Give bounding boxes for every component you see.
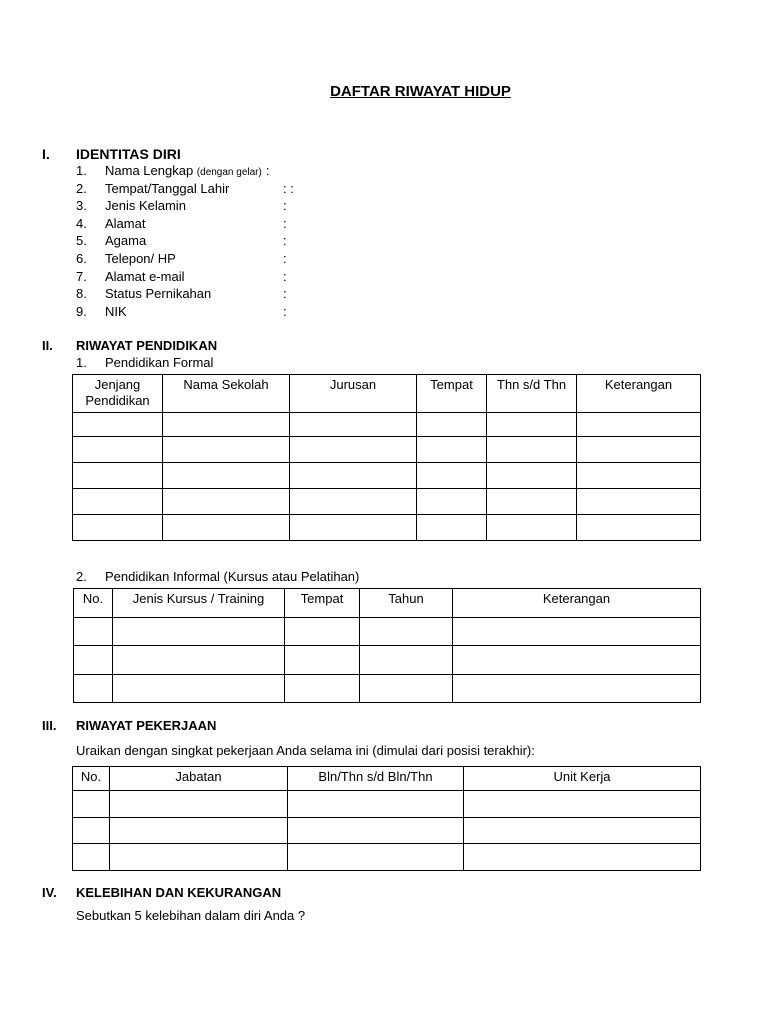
section-1-number: I. bbox=[42, 146, 50, 162]
table-cell[interactable] bbox=[453, 675, 701, 703]
table-cell[interactable] bbox=[290, 463, 417, 489]
table-cell[interactable] bbox=[163, 413, 290, 437]
column-header-tempat: Tempat bbox=[417, 375, 487, 413]
identity-item-label: Agama bbox=[105, 233, 147, 249]
table-cell[interactable] bbox=[577, 515, 701, 541]
table-row bbox=[73, 818, 701, 844]
section-4-title: KELEBIHAN DAN KEKURANGAN bbox=[76, 885, 282, 900]
informal-education-label: Pendidikan Informal (Kursus atau Pelatihan) bbox=[105, 569, 360, 584]
table-cell[interactable] bbox=[73, 515, 163, 541]
column-header-periode: Bln/Thn s/d Bln/Thn bbox=[288, 767, 464, 791]
column-header-nama-sekolah: Nama Sekolah bbox=[163, 375, 290, 413]
work-history-instruction: Uraikan dengan singkat pekerjaan Anda selama ini (dimulai dari posisi terakhir): bbox=[76, 743, 535, 758]
work-history-table bbox=[72, 766, 701, 871]
table-cell[interactable] bbox=[290, 437, 417, 463]
identity-item-label-group bbox=[105, 197, 186, 214]
table-cell[interactable] bbox=[285, 618, 360, 646]
identity-item-colon: : bbox=[283, 198, 287, 214]
section-3-number: III. bbox=[42, 718, 57, 733]
identity-item-number: 2. bbox=[76, 180, 87, 196]
table-cell[interactable] bbox=[163, 489, 290, 515]
column-header-jenis-kursus: Jenis Kursus / Training bbox=[113, 589, 285, 618]
table-cell[interactable] bbox=[417, 413, 487, 437]
table-cell[interactable] bbox=[110, 818, 288, 844]
identity-item-number: 9. bbox=[76, 303, 87, 319]
table-row bbox=[73, 844, 701, 871]
formal-education-number: 1. bbox=[76, 355, 87, 370]
identity-item-label-group bbox=[105, 180, 229, 197]
table-row bbox=[74, 618, 701, 646]
column-header-jenjang: Jenjang Pendidikan bbox=[73, 375, 163, 413]
identity-item-label: Jenis Kelamin bbox=[105, 198, 186, 214]
column-header-no: No. bbox=[73, 767, 110, 791]
column-header-tempat: Tempat bbox=[285, 589, 360, 618]
identity-item-number: 5. bbox=[76, 233, 87, 249]
informal-education-table bbox=[73, 588, 701, 703]
identity-item-label-group bbox=[105, 215, 145, 232]
table-row bbox=[74, 646, 701, 675]
table-cell[interactable] bbox=[360, 618, 453, 646]
table-cell[interactable] bbox=[285, 675, 360, 703]
identity-item-number: 4. bbox=[76, 215, 87, 231]
identity-item-colon: : bbox=[283, 251, 287, 266]
table-cell[interactable] bbox=[577, 437, 701, 463]
identity-item-label-group bbox=[105, 250, 176, 267]
section-4-number: IV. bbox=[42, 885, 57, 900]
table-cell[interactable] bbox=[417, 463, 487, 489]
identity-item-label-group bbox=[105, 268, 184, 285]
column-header-keterangan: Keterangan bbox=[453, 589, 701, 618]
table-cell[interactable] bbox=[163, 463, 290, 489]
identity-item-label: Status Pernikahan bbox=[105, 286, 212, 302]
section-2-title: RIWAYAT PENDIDIKAN bbox=[76, 338, 218, 353]
table-cell[interactable] bbox=[288, 818, 464, 844]
table-cell[interactable] bbox=[487, 437, 577, 463]
column-header-tahun: Tahun bbox=[360, 589, 453, 618]
table-cell[interactable] bbox=[577, 413, 701, 437]
table-cell[interactable] bbox=[453, 646, 701, 675]
table-row bbox=[73, 413, 701, 437]
table-header-row bbox=[73, 375, 701, 413]
table-row bbox=[73, 463, 701, 489]
table-cell[interactable] bbox=[73, 437, 163, 463]
table-cell[interactable] bbox=[487, 463, 577, 489]
table-row bbox=[73, 489, 701, 515]
table-cell[interactable] bbox=[110, 791, 288, 818]
formal-education-label: Pendidikan Formal bbox=[105, 355, 214, 370]
table-cell[interactable] bbox=[74, 618, 113, 646]
table-cell[interactable] bbox=[290, 515, 417, 541]
table-cell[interactable] bbox=[290, 489, 417, 515]
table-cell[interactable] bbox=[74, 675, 113, 703]
identity-item-colon: : bbox=[283, 303, 287, 319]
identity-item-number: 1. bbox=[76, 163, 87, 178]
table-row bbox=[73, 437, 701, 463]
identity-item-label: Alamat e-mail bbox=[105, 268, 185, 284]
identity-item-hint: (dengan gelar) bbox=[196, 167, 262, 178]
identity-item-colon: : bbox=[283, 215, 287, 231]
table-cell[interactable] bbox=[73, 818, 110, 844]
section-2-number: II. bbox=[42, 338, 53, 353]
table-cell[interactable] bbox=[577, 489, 701, 515]
column-header-no: No. bbox=[74, 589, 113, 618]
table-cell[interactable] bbox=[73, 463, 163, 489]
formal-education-table bbox=[72, 374, 701, 541]
column-header-jurusan: Jurusan bbox=[290, 375, 417, 413]
column-header-keterangan: Keterangan bbox=[577, 375, 701, 413]
table-cell[interactable] bbox=[74, 646, 113, 675]
identity-item-label: Telepon/ HP bbox=[105, 251, 176, 266]
table-cell[interactable] bbox=[487, 413, 577, 437]
table-cell[interactable] bbox=[73, 489, 163, 515]
identity-item-label: Tempat/Tanggal Lahir bbox=[105, 180, 230, 196]
table-cell[interactable] bbox=[163, 515, 290, 541]
table-cell[interactable] bbox=[487, 515, 577, 541]
table-cell[interactable] bbox=[417, 437, 487, 463]
identity-item-number: 7. bbox=[76, 268, 87, 284]
identity-item-label: Nama Lengkap bbox=[105, 163, 194, 178]
table-cell[interactable] bbox=[288, 844, 464, 871]
identity-item-number: 8. bbox=[76, 286, 87, 302]
identity-item-colon: : bbox=[283, 286, 287, 302]
identity-item-label: NIK bbox=[105, 303, 127, 319]
table-header-row bbox=[74, 589, 701, 618]
table-cell[interactable] bbox=[464, 818, 701, 844]
table-cell[interactable] bbox=[110, 844, 288, 871]
identity-item-number: 3. bbox=[76, 198, 87, 214]
column-header-tahun: Thn s/d Thn bbox=[487, 375, 577, 413]
table-cell[interactable] bbox=[288, 791, 464, 818]
table-cell[interactable] bbox=[487, 489, 577, 515]
table-cell[interactable] bbox=[73, 413, 163, 437]
section-3-title: RIWAYAT PEKERJAAN bbox=[76, 718, 217, 733]
table-row bbox=[74, 675, 701, 703]
document-title: DAFTAR RIWAYAT HIDUP bbox=[330, 83, 511, 100]
column-header-unit-kerja: Unit Kerja bbox=[464, 767, 701, 791]
section-1-title: IDENTITAS DIRI bbox=[76, 146, 181, 162]
identity-item-label-group bbox=[105, 162, 269, 181]
table-header-row bbox=[73, 767, 701, 791]
table-cell[interactable] bbox=[285, 646, 360, 675]
column-header-jabatan: Jabatan bbox=[110, 767, 288, 791]
identity-item-label-group bbox=[105, 232, 146, 249]
informal-education-number: 2. bbox=[76, 569, 87, 584]
table-cell[interactable] bbox=[113, 618, 285, 646]
table-cell[interactable] bbox=[464, 791, 701, 818]
table-cell[interactable] bbox=[113, 675, 285, 703]
identity-item-colon: : bbox=[265, 163, 270, 178]
identity-item-label-group bbox=[105, 285, 211, 302]
identity-item-label: Alamat bbox=[105, 215, 146, 231]
identity-item-label-group bbox=[105, 303, 127, 320]
identity-item-colon: : : bbox=[283, 180, 294, 196]
table-cell[interactable] bbox=[453, 618, 701, 646]
table-cell[interactable] bbox=[417, 489, 487, 515]
identity-item-colon: : bbox=[283, 268, 287, 284]
table-cell[interactable] bbox=[73, 844, 110, 871]
table-cell[interactable] bbox=[360, 646, 453, 675]
table-row bbox=[73, 515, 701, 541]
table-cell[interactable] bbox=[417, 515, 487, 541]
identity-item-number: 6. bbox=[76, 251, 87, 266]
table-cell[interactable] bbox=[290, 413, 417, 437]
table-cell[interactable] bbox=[464, 844, 701, 871]
table-cell[interactable] bbox=[163, 437, 290, 463]
table-cell[interactable] bbox=[360, 675, 453, 703]
table-cell[interactable] bbox=[113, 646, 285, 675]
table-cell[interactable] bbox=[73, 791, 110, 818]
strengths-question: Sebutkan 5 kelebihan dalam diri Anda ? bbox=[76, 908, 306, 923]
table-cell[interactable] bbox=[577, 463, 701, 489]
identity-item-colon: : bbox=[283, 233, 287, 249]
table-row bbox=[73, 791, 701, 818]
